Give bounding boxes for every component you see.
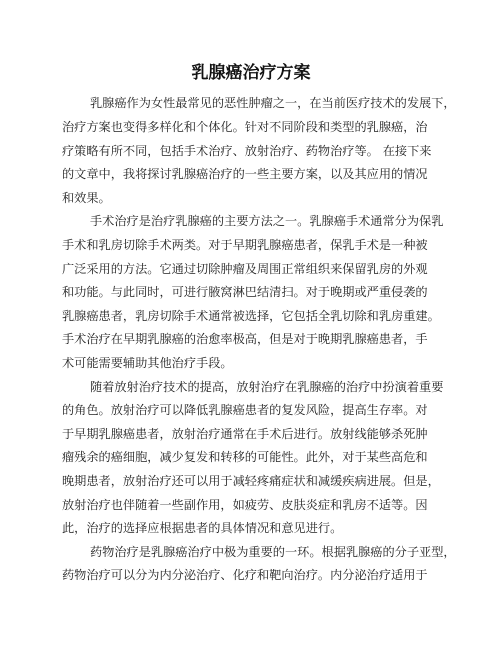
paragraph-line: 和效果。 <box>62 191 111 205</box>
paragraph-line: 乳腺癌患者，乳房切除手术通常被选择，它包括全乳切除和乳房重建。 <box>62 309 440 323</box>
paragraph-line: 于早期乳腺癌患者，放射治疗通常在手术后进行。放射线能够杀死肿 <box>62 427 428 441</box>
paragraph-line: 随着放射治疗技术的提高，放射治疗在乳腺癌的治疗中扮演着重要 <box>90 380 444 394</box>
paragraph-line: 和功能。与此同时，可进行腋窝淋巴结清扫。对于晚期或严重侵袭的 <box>62 285 428 299</box>
paragraph-line: 此，治疗的选择应根据患者的具体情况和意见进行。 <box>62 521 343 535</box>
paragraph-line: 的角色。放射治疗可以降低乳腺癌患者的复发风险，提高生存率。对 <box>62 403 428 417</box>
paragraph-line: 手术治疗在早期乳腺癌的治愈率极高，但是对于晚期乳腺癌患者，手 <box>62 332 428 346</box>
paragraph-line: 瘤残余的癌细胞，减少复发和转移的可能性。此外，对于某些高危和 <box>62 450 428 464</box>
paragraph-line: 疗策略有所不同，包括手术治疗、放射治疗、药物治疗等。 在接下来 <box>62 144 432 158</box>
paragraph-line: 放射治疗也伴随着一些副作用，如疲劳、皮肤炎症和乳房不适等。因 <box>62 498 428 512</box>
document-title: 乳腺癌治疗方案 <box>191 63 311 83</box>
paragraph-line: 药物治疗是乳腺癌治疗中极为重要的一环。根据乳腺癌的分子亚型， <box>90 545 456 559</box>
paragraph-line: 晚期患者，放射治疗还可以用于减轻疼痛症状和减缓疾病进展。但是， <box>62 474 440 488</box>
paragraph-line: 药物治疗可以分为内分泌治疗、化疗和靶向治疗。内分泌治疗适用于 <box>62 568 428 582</box>
paragraph-line: 治疗方案也变得多样化和个体化。针对不同阶段和类型的乳腺癌，治 <box>62 120 428 134</box>
paragraph-line: 广泛采用的方法。它通过切除肿瘤及周围正常组织来保留乳房的外观 <box>62 262 428 276</box>
paragraph-line: 手术治疗是治疗乳腺癌的主要方法之一。乳腺癌手术通常分为保乳 <box>90 214 444 228</box>
paragraph-line: 手术和乳房切除手术两类。对于早期乳腺癌患者，保乳手术是一种被 <box>62 238 428 252</box>
paragraph-line: 乳腺癌作为女性最常见的恶性肿瘤之一，在当前医疗技术的发展下， <box>90 96 456 110</box>
paragraph-line: 术可能需要辅助其他治疗手段。 <box>62 356 233 370</box>
paragraph-line: 的文章中，我将探讨乳腺癌治疗的一些主要方案，以及其应用的情况 <box>62 167 428 181</box>
